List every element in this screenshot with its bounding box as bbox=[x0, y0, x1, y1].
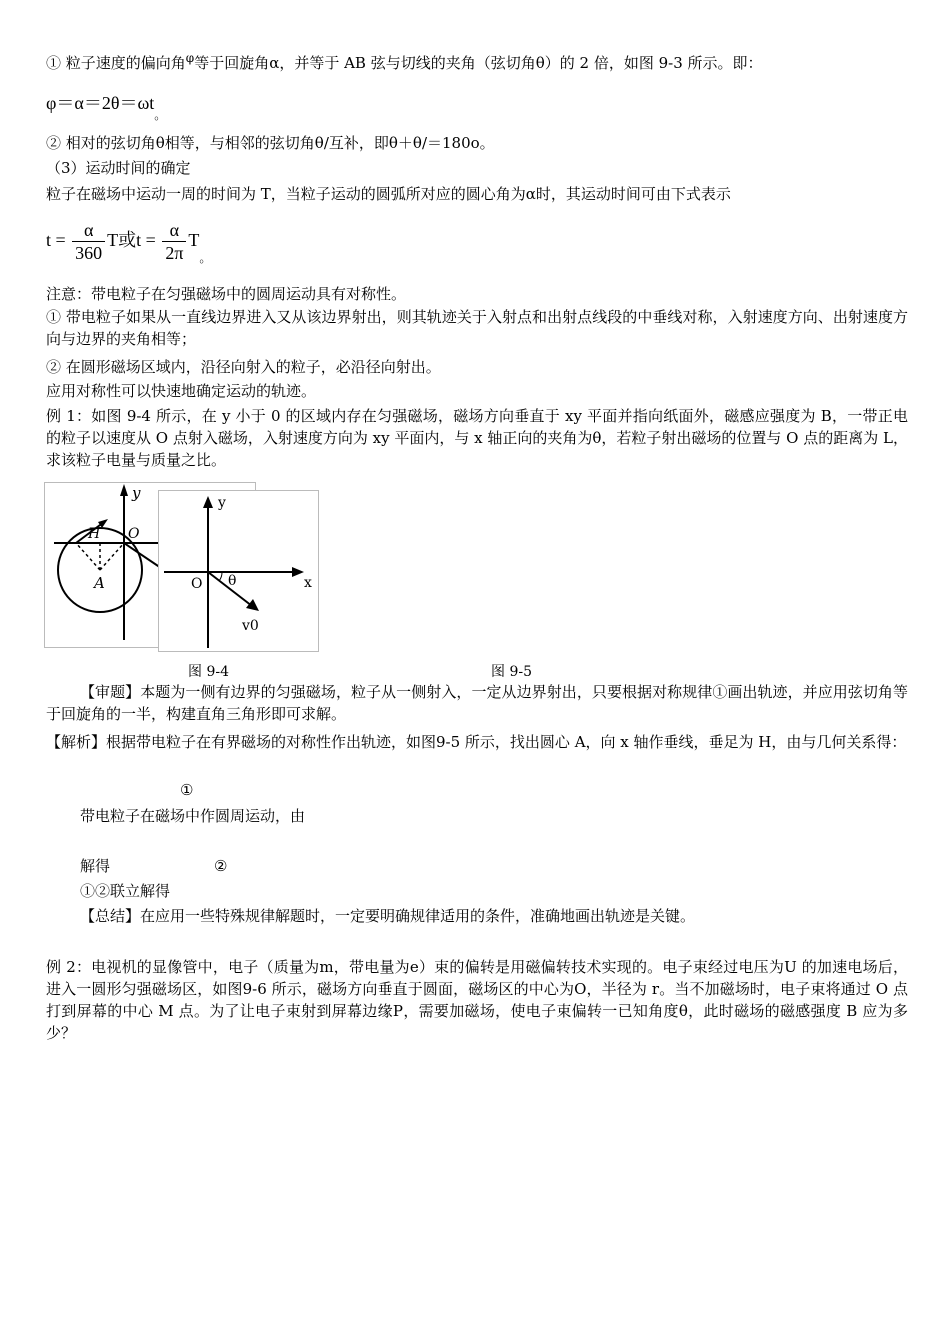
fig94-label-O: O bbox=[128, 526, 140, 542]
fig95-label-v0: v0 bbox=[242, 618, 259, 634]
fraction-num-1: α bbox=[72, 219, 105, 242]
fraction-alpha-2pi bbox=[162, 219, 186, 264]
marker-2: ② bbox=[214, 857, 228, 875]
eq2-end: 。 bbox=[199, 251, 212, 265]
note-3: 应用对称性可以快速地确定运动的轨迹。 bbox=[46, 382, 317, 400]
marker-1: ① bbox=[180, 781, 194, 799]
fig94-label-A: A bbox=[94, 574, 105, 592]
note-1: ① 带电粒子如果从一直线边界进入又从该边界射出，则其轨迹关于入射点和出射点线段的中垂线对称，入射速度方向、出射速度方向与边界的夹角相等； bbox=[46, 308, 908, 348]
text-lianli: ①②联立解得 bbox=[80, 882, 171, 900]
note-title: 注意：带电粒子在匀强磁场中的圆周运动具有对称性。 bbox=[46, 285, 407, 303]
caption-fig-9-5: 图 9-5 bbox=[491, 664, 532, 680]
note-2: ② 在圆形磁场区域内，沿径向射入的粒子，必沿径向射出。 bbox=[46, 358, 441, 376]
fig95-label-y: y bbox=[218, 495, 226, 511]
jiexi-paragraph: 【解析】根据带电粒子在有界磁场的对称性作出轨迹，如图9-5 所示，找出圆心 A，向 x 轴作垂线，垂足为 H，由与几何关系得： bbox=[46, 733, 907, 751]
fig94-label-y: y bbox=[132, 484, 141, 502]
text-line-2: ② 相对的弦切角θ相等，与相邻的弦切角θ/互补，即θ＋θ/＝180o。 bbox=[46, 134, 495, 152]
figure-9-5 bbox=[158, 490, 319, 652]
text-line-4: 粒子在磁场中运动一周的时间为 T，当粒子运动的圆弧所对应的圆心角为α时，其运动时间可由下式表示 bbox=[46, 185, 731, 203]
example-2: 例 2：电视机的显像管中，电子（质量为m，带电量为e）束的偏转是用磁偏转技术实现的。电子束经过电压为U 的加速电场后，进入一圆形匀强磁场区，如图9-6 所示，磁场方向垂直于圆面，磁场区的中心为O，半径为 r。当不加磁场时，电子束将通过 O 点打到屏幕的中心 M 点。为了让电子束射到屏幕边缘P，需要加磁场，使电子束偏转一已知角度θ，此时磁场的磁感强度 B 应为多少？ bbox=[46, 958, 908, 1042]
text-l1a: ① 粒子速度的偏向角 bbox=[46, 54, 186, 72]
example-1: 例 1：如图 9-4 所示，在 y 小于 0 的区域内存在匀强磁场，磁场方向垂直于 xy 平面并指向纸面外，磁感应强度为 B，一带正电的粒子以速度从 O 点射入磁场，入射速度方向为 xy 平面内，与 x 轴正向的夹角为θ，若粒子射出磁场的位置与 O 点的距离为 L，求该粒子电量与质量之比。 bbox=[46, 407, 908, 469]
eq2-t: t = bbox=[46, 230, 66, 250]
eq2-T: T bbox=[188, 230, 200, 250]
equation-2 bbox=[46, 218, 211, 264]
fraction-den-1: 360 bbox=[75, 243, 103, 264]
shenti-paragraph: 【审题】本题为一侧有边界的匀强磁场，粒子从一侧射入，一定从边界射出，只要根据对称规律①画出轨迹，并应用弦切角等于回旋角的一半，构建直角三角形即可求解。 bbox=[46, 683, 908, 723]
equation-1 bbox=[46, 93, 167, 122]
text-yuanzhou: 带电粒子在磁场中作圆周运动，由 bbox=[80, 807, 306, 825]
fraction-alpha-360 bbox=[72, 219, 105, 264]
section-3-heading: （3）运动时间的确定 bbox=[46, 159, 191, 177]
fig95-label-O: O bbox=[191, 576, 203, 592]
equation-1-body: φ＝α＝2θ＝ωt bbox=[46, 93, 155, 113]
text-jiede: 解得 bbox=[80, 857, 111, 875]
eq2-mid: T或t = bbox=[107, 230, 156, 250]
fig94-label-H: H bbox=[88, 526, 101, 542]
fig95-label-theta: θ bbox=[228, 573, 237, 589]
fraction-den-2: 2π bbox=[165, 243, 184, 264]
fig95-label-x: x bbox=[304, 575, 312, 591]
equation-1-end: 。 bbox=[154, 108, 167, 122]
caption-fig-9-4: 图 9-4 bbox=[188, 664, 229, 680]
text-l1b: 等于回旋角α，并等于 AB 弦与切线的夹角（弦切角θ）的 2 倍，如图 9-3 所示。即： bbox=[194, 54, 763, 72]
zongjie-paragraph: 【总结】在应用一些特殊规律解题时，一定要明确规律适用的条件，准确地画出轨迹是关键。 bbox=[80, 907, 696, 925]
phi-symbol: φ bbox=[185, 51, 195, 65]
figure-9-5-svg bbox=[158, 490, 319, 652]
fraction-num-2: α bbox=[162, 219, 186, 242]
text-line-1 bbox=[46, 48, 763, 73]
